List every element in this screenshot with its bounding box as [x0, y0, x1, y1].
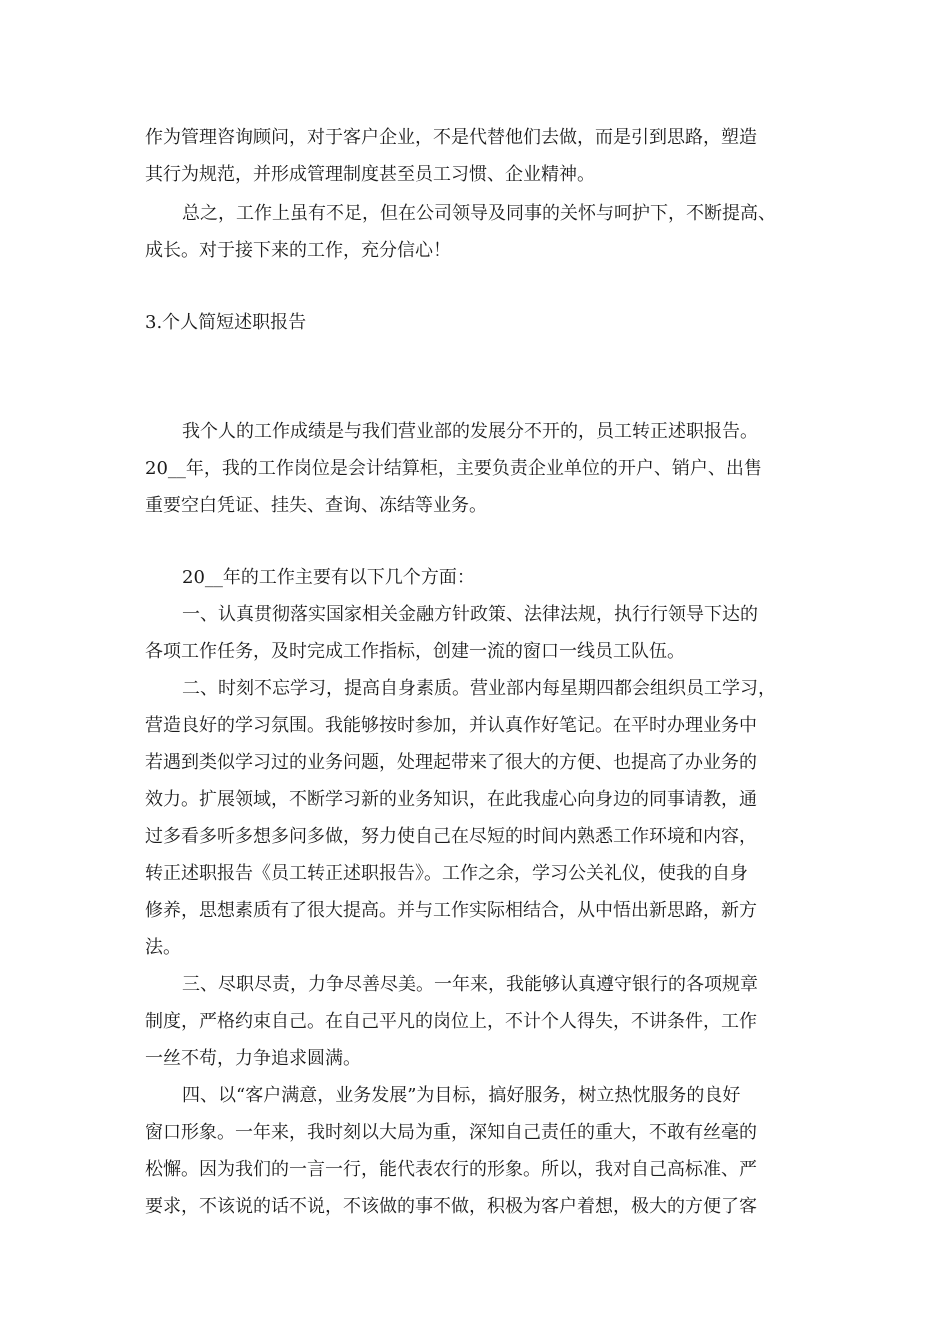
paragraph-line: 二、时刻不忘学习，提高自身素质。营业部内每星期四都会组织员工学习，: [182, 678, 776, 699]
paragraph-line: 成长。对于接下来的工作，充分信心！: [145, 240, 451, 261]
paragraph-line: 总之，工作上虽有不足，但在公司领导及同事的关怀与呵护下，不断提高、: [182, 203, 776, 224]
paragraph-line: 三、尽职尽责，力争尽善尽美。一年来，我能够认真遵守银行的各项规章: [182, 974, 758, 995]
paragraph-line: 一、认真贯彻落实国家相关金融方针政策、法律法规，执行行领导下达的: [182, 604, 758, 625]
paragraph-line: 法。: [145, 937, 181, 958]
paragraph-line: 20__年，我的工作岗位是会计结算柜，主要负责企业单位的开户、销户、出售: [145, 458, 762, 479]
paragraph-line: 20__年的工作主要有以下几个方面：: [182, 567, 475, 588]
paragraph-line: 其行为规范，并形成管理制度甚至员工习惯、企业精神。: [145, 164, 595, 185]
paragraph-line: 四、以“客户满意，业务发展”为目标，搞好服务，树立热忱服务的良好: [182, 1085, 741, 1106]
paragraph-line: 窗口形象。一年来，我时刻以大局为重，深知自己责任的重大，不敢有丝毫的: [145, 1122, 757, 1143]
paragraph-line: 转正述职报告《员工转正述职报告》。工作之余，学习公关礼仪，使我的自身: [145, 863, 748, 884]
paragraph-line: 要求，不该说的话不说，不该做的事不做，积极为客户着想，极大的方便了客: [145, 1196, 757, 1217]
paragraph-line: 各项工作任务，及时完成工作指标，创建一流的窗口一线员工队伍。: [145, 641, 685, 662]
paragraph-line: 作为管理咨询顾问，对于客户企业，不是代替他们去做，而是引到思路，塑造: [145, 127, 757, 148]
paragraph-line: 制度，严格约束自己。在自己平凡的岗位上，不计个人得失，不讲条件，工作: [145, 1011, 757, 1032]
paragraph-line: 松懈。因为我们的一言一行，能代表农行的形象。所以，我对自己高标准、严: [145, 1159, 757, 1180]
paragraph-line: 我个人的工作成绩是与我们营业部的发展分不开的，员工转正述职报告。: [182, 421, 758, 442]
paragraph-line: 若遇到类似学习过的业务问题，处理起带来了很大的方便、也提高了办业务的: [145, 752, 757, 773]
section-heading: 3.个人简短述职报告: [145, 312, 307, 333]
paragraph-line: 过多看多听多想多问多做，努力使自己在尽短的时间内熟悉工作环境和内容，: [145, 826, 757, 847]
paragraph-line: 重要空白凭证、挂失、查询、冻结等业务。: [145, 495, 487, 516]
paragraph-line: 效力。扩展领域，不断学习新的业务知识，在此我虚心向身边的同事请教，通: [145, 789, 757, 810]
paragraph-line: 营造良好的学习氛围。我能够按时参加，并认真作好笔记。在平时办理业务中: [145, 715, 757, 736]
paragraph-line: 修养，思想素质有了很大提高。并与工作实际相结合，从中悟出新思路，新方: [145, 900, 757, 921]
paragraph-line: 一丝不苟，力争追求圆满。: [145, 1048, 361, 1069]
